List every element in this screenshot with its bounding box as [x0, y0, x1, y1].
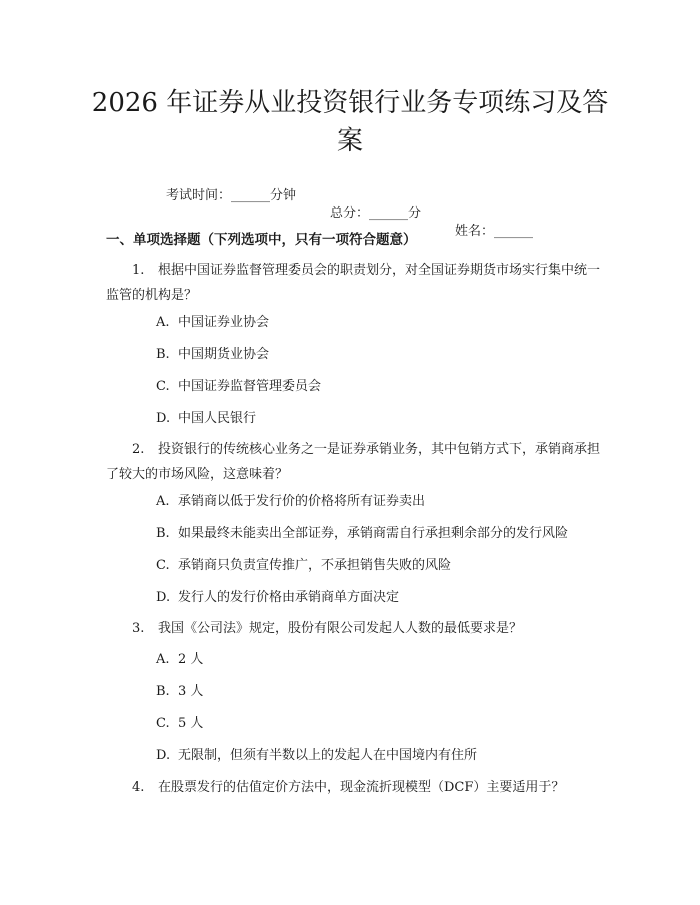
option-letter: A.: [156, 652, 170, 667]
option-text: 3 人: [178, 684, 204, 699]
option-a: [156, 492, 425, 512]
option-letter: D.: [156, 748, 171, 763]
option-letter: A.: [156, 494, 170, 509]
name-field: 姓名：______: [455, 224, 534, 239]
option-d: [156, 409, 256, 429]
option-text: 中国证券监督管理委员会: [178, 379, 322, 394]
question-text: 我国《公司法》规定，股份有限公司发起人人数的最低要求是？: [158, 621, 523, 636]
option-a: [156, 313, 269, 333]
document-title: 2026 年证券从业投资银行业务专项练习及答案: [91, 88, 609, 156]
question-number: 3.: [132, 621, 145, 636]
question-text: 投资银行的传统核心业务之一是证券承销业务，其中包销方式下，承销商承担了较大的市场风险，这意味着？: [106, 442, 601, 482]
option-b: [156, 682, 203, 702]
option-text: 无限制，但须有半数以上的发起人在中国境内有住所: [178, 748, 478, 763]
question-number: 2.: [132, 442, 145, 457]
option-letter: D.: [156, 411, 171, 426]
question-text: 根据中国证券监督管理委员会的职责划分，对全国证券期货市场实行集中统一监管的机构是？: [106, 263, 601, 303]
option-letter: C.: [156, 558, 170, 573]
option-letter: A.: [156, 315, 170, 330]
option-letter: B.: [156, 526, 170, 541]
option-a: [156, 650, 203, 670]
option-d: [156, 746, 477, 766]
option-text: 中国人民银行: [178, 411, 257, 426]
option-d: [156, 588, 399, 608]
question-3: [106, 616, 602, 641]
option-letter: B.: [156, 347, 170, 362]
question-4: [106, 775, 602, 800]
option-text: 5 人: [178, 716, 204, 731]
option-text: 承销商以低于发行价的价格将所有证券卖出: [178, 494, 426, 509]
option-text: 发行人的发行价格由承销商单方面决定: [178, 590, 400, 605]
option-c: [156, 714, 203, 734]
question-1: [106, 258, 602, 308]
option-c: [156, 556, 451, 576]
option-text: 2 人: [178, 652, 204, 667]
question-text: 在股票发行的估值定价方法中，现金流折现模型（DCF）主要适用于？: [158, 780, 565, 795]
option-text: 中国期货业协会: [178, 347, 270, 362]
total-score-field: 总分：______分: [330, 206, 422, 221]
question-2: [106, 437, 602, 487]
option-letter: D.: [156, 590, 171, 605]
option-letter: C.: [156, 379, 170, 394]
option-letter: C.: [156, 716, 170, 731]
option-text: 如果最终未能卖出全部证券，承销商需自行承担剩余部分的发行风险: [178, 526, 569, 541]
option-text: 中国证券业协会: [178, 315, 270, 330]
question-number: 4.: [132, 780, 145, 795]
exam-time-field: 考试时间：______分钟: [166, 188, 297, 203]
option-c: [156, 377, 321, 397]
section-heading: 一、单项选择题（下列选项中，只有一项符合题意）: [106, 232, 417, 248]
option-text: 承销商只负责宣传推广，不承担销售失败的风险: [178, 558, 452, 573]
option-letter: B.: [156, 684, 170, 699]
option-b: [156, 524, 568, 544]
question-number: 1.: [132, 263, 145, 278]
option-b: [156, 345, 269, 365]
